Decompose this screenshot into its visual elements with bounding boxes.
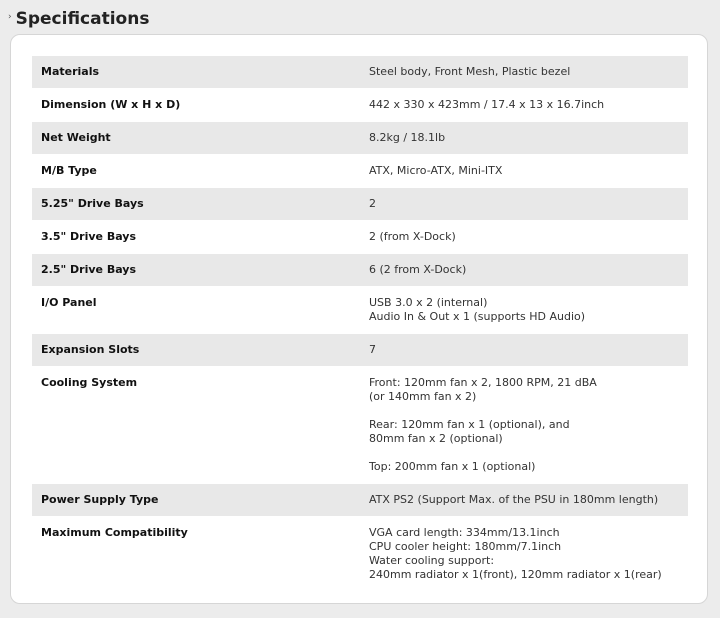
spec-row-io-panel: [32, 287, 688, 334]
spec-row-net-weight: [32, 122, 688, 155]
spec-value: ATX PS2 (Support Max. of the PSU in 180mm length): [360, 484, 688, 517]
section-title: Specifications: [15, 9, 150, 29]
spec-label: Dimension (W x H x D): [32, 89, 360, 122]
spec-label: Expansion Slots: [32, 334, 360, 367]
spec-label: Power Supply Type: [32, 484, 360, 517]
spec-row-cooling-system: [32, 367, 688, 484]
spec-label: Materials: [32, 56, 360, 89]
spec-row-materials: [32, 56, 688, 89]
spec-value: VGA card length: 334mm/13.1inch CPU cooler height: 180mm/7.1inch Water cooling support: 240mm radiator x 1(front), 120mm radiator x 1(rear): [360, 517, 688, 592]
spec-value: 6 (2 from X-Dock): [360, 254, 688, 287]
spec-row-mb-type: [32, 155, 688, 188]
spec-label: M/B Type: [32, 155, 360, 188]
spec-value: USB 3.0 x 2 (internal) Audio In & Out x 1 (supports HD Audio): [360, 287, 688, 334]
spec-row-expansion-slots: [32, 334, 688, 367]
spec-label: 2.5" Drive Bays: [32, 254, 360, 287]
spec-value: 442 x 330 x 423mm / 17.4 x 13 x 16.7inch: [360, 89, 688, 122]
spec-value: 2: [360, 188, 688, 221]
spec-label: I/O Panel: [32, 287, 360, 334]
spec-label: Net Weight: [32, 122, 360, 155]
spec-label: 5.25" Drive Bays: [32, 188, 360, 221]
spec-value: ATX, Micro-ATX, Mini-ITX: [360, 155, 688, 188]
specifications-table: [32, 56, 688, 592]
section-header: [8, 6, 149, 32]
chevron-right-icon: ›: [8, 12, 12, 22]
specifications-card: [10, 34, 708, 604]
spec-row-maximum-compatibility: [32, 517, 688, 592]
spec-row-525-drive-bays: [32, 188, 688, 221]
spec-row-35-drive-bays: [32, 221, 688, 254]
spec-row-25-drive-bays: [32, 254, 688, 287]
spec-row-dimension: [32, 89, 688, 122]
spec-label: Cooling System: [32, 367, 360, 484]
spec-value: Front: 120mm fan x 2, 1800 RPM, 21 dBA (or 140mm fan x 2) Rear: 120mm fan x 1 (optional), and 80mm fan x 2 (optional) Top: 200mm fan x 1 (optional): [360, 367, 688, 484]
spec-row-power-supply-type: [32, 484, 688, 517]
spec-label: Maximum Compatibility: [32, 517, 360, 592]
spec-value: 7: [360, 334, 688, 367]
spec-value: 8.2kg / 18.1lb: [360, 122, 688, 155]
spec-value: 2 (from X-Dock): [360, 221, 688, 254]
spec-value: Steel body, Front Mesh, Plastic bezel: [360, 56, 688, 89]
spec-label: 3.5" Drive Bays: [32, 221, 360, 254]
